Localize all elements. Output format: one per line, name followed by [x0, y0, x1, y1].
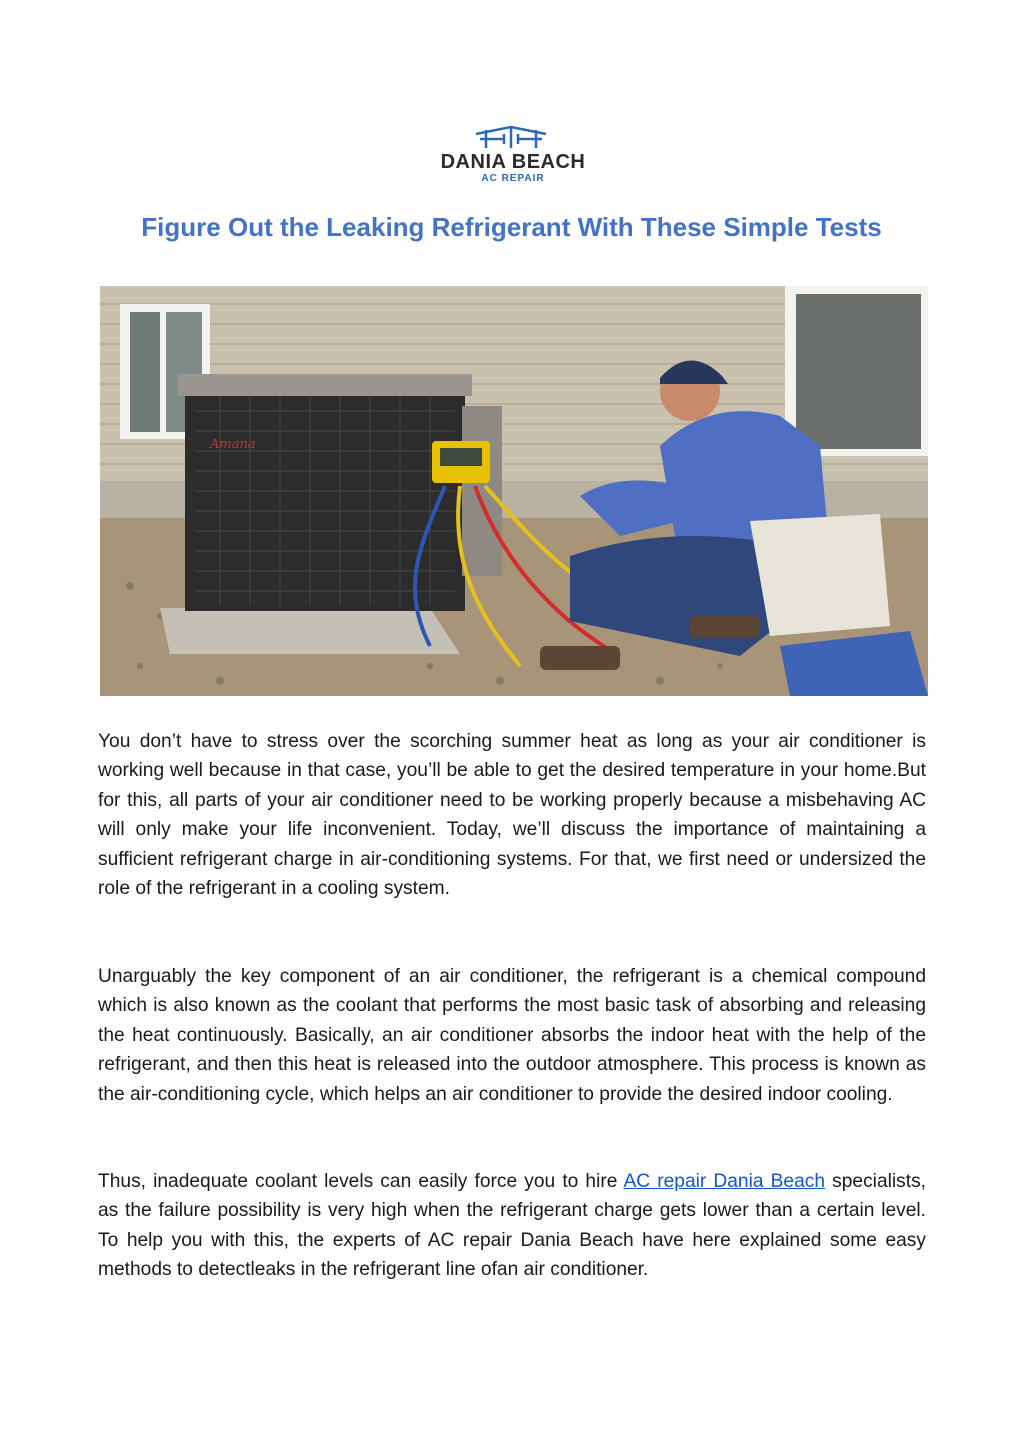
paragraph-refrigerant: Unarguably the key component of an air conditioner, the refrigerant is a chemical compound which is also known as the coolant that performs the most basic task of absorbing and releasing the heat continuously. Basically, an air conditioner absorbs the indoor heat with the help of the refrigerant, and then this heat is released into the outdoor atmosphere. This process is known as the air-conditioning cycle, which helps an air conditioner to provide the desired indoor cooling. — [98, 966, 926, 1105]
logo-name: DANIA BEACH — [440, 151, 586, 173]
company-logo — [408, 124, 618, 186]
paragraph-intro: You don’t have to stress over the scorching summer heat as long as your air conditioner is working well because in that case, you’ll be able to get the desired temperature in your home.But for this, all parts of your air conditioner need to be working properly because a misbehaving AC will only make your life inconvenient. Today, we’ll discuss the importance of maintaining a sufficient refrigerant charge in air-conditioning systems. For that, we first need or undersized the role of the refrigerant in a cooling system. — [98, 731, 926, 900]
paragraph-text-before-link: Thus, inadequate coolant levels can easily force you to hire — [98, 1171, 624, 1192]
ac-repair-dania-beach-link[interactable]: AC repair Dania Beach — [623, 1171, 826, 1192]
logo-tagline: AC REPAIR — [481, 173, 545, 184]
unit-brand-label: Amana — [210, 437, 256, 452]
paragraph-text-after-link: specialists, as the failure possibility is very high when the refrigerant charge gets lower than a certain level. To help you with this, the experts of AC repair Dania Beach have here explained some easy methods to detectleaks in the refrigerant line ofan air conditioner. — [98, 1171, 926, 1281]
paragraph-leak-methods — [98, 1167, 926, 1285]
article-title: Figure Out the Leaking Refrigerant With These Simple Tests — [141, 212, 882, 242]
technician-ac-photo — [100, 286, 928, 696]
house-roof-icon — [476, 127, 546, 148]
